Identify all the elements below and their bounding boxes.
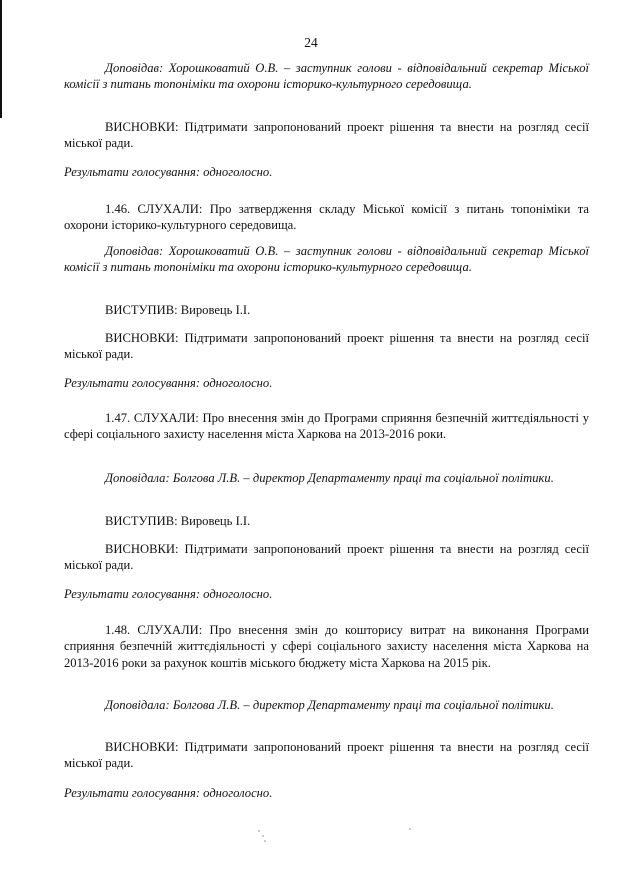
agenda-item-1-48: 1.48. СЛУХАЛИ: Про внесення змін до кошторису витрат на виконання Програми сприяння безпечній життєдіяльності у сфері соціального захисту населення міста Харкова на 2013-2016 роки за рахунок коштів міського бюджету міста Харкова на 2015 рік. (64, 623, 589, 670)
speaker-paragraph: Доповідав: Хорошковатий О.В. – заступник голови - відповідальний секретар Міської комісії з питань топоніміки та охорони історико-культурного середовища. (64, 244, 589, 275)
scan-edge-mark (0, 0, 2, 118)
speech-paragraph: ВИСТУПИВ: Вировець І.І. (105, 303, 251, 317)
voting-result: Результати голосування: одноголосно. (64, 587, 273, 601)
voting-result: Результати голосування: одноголосно. (64, 376, 273, 390)
conclusion-paragraph: ВИСНОВКИ: Підтримати запропонований проект рішення та внести на розгляд сесії міської ради. (64, 740, 589, 771)
conclusion-paragraph: ВИСНОВКИ: Підтримати запропонований проект рішення та внести на розгляд сесії міської ради. (64, 331, 589, 362)
conclusion-paragraph: ВИСНОВКИ: Підтримати запропонований проект рішення та внести на розгляд сесії міської ради. (64, 542, 589, 573)
scan-noise (0, 826, 622, 846)
speech-paragraph: ВИСТУПИВ: Вировець І.І. (105, 514, 251, 528)
voting-result: Результати голосування: одноголосно. (64, 786, 273, 800)
page-number: 24 (304, 35, 318, 50)
voting-result: Результати голосування: одноголосно. (64, 165, 273, 179)
speaker-paragraph: Доповідала: Болгова Л.В. – директор Департаменту праці та соціальної політики. (105, 471, 554, 485)
conclusion-paragraph: ВИСНОВКИ: Підтримати запропонований проект рішення та внести на розгляд сесії міської ради. (64, 120, 589, 151)
speaker-paragraph: Доповідав: Хорошковатий О.В. – заступник голови - відповідальний секретар Міської комісії з питань топоніміки та охорони історико-культурного середовища. (64, 61, 589, 92)
speaker-paragraph: Доповідала: Болгова Л.В. – директор Департаменту праці та соціальної політики. (105, 698, 554, 712)
agenda-item-1-46: 1.46. СЛУХАЛИ: Про затвердження складу Міської комісії з питань топоніміки та охорони історико-культурного середовища. (64, 202, 589, 233)
agenda-item-1-47: 1.47. СЛУХАЛИ: Про внесення змін до Програми сприяння безпечній життєдіяльності у сфері соціального захисту населення міста Харкова на 2013-2016 роки. (64, 411, 589, 442)
